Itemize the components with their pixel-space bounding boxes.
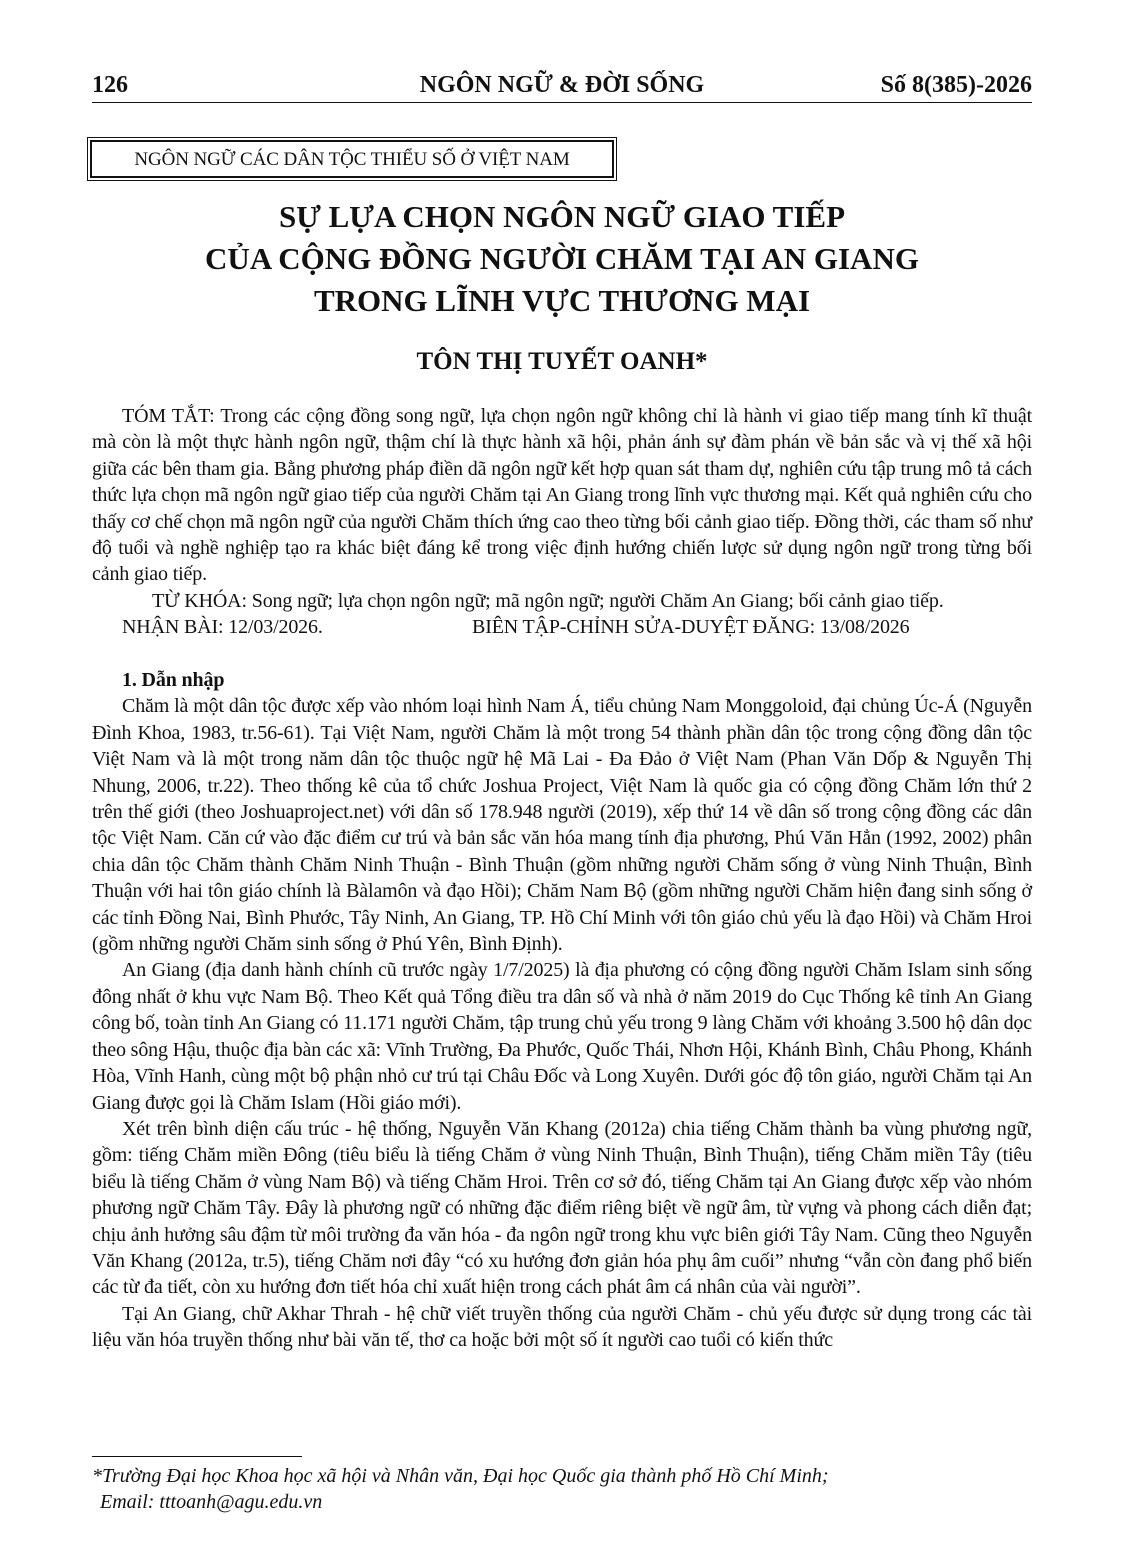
journal-name: NGÔN NGỮ & ĐỜI SỐNG [419,72,705,98]
title-line: CỦA CỘNG ĐỒNG NGƯỜI CHĂM TẠI AN GIANG [205,241,919,276]
author-affiliation: *Trường Đại học Khoa học xã hội và Nhân văn, Đại học Quốc gia thành phố Hồ Chí Minh; [92,1465,829,1487]
section-label: NGÔN NGỮ CÁC DÂN TỘC THIỂU SỐ Ở VIỆT NAM [134,149,570,170]
page-number: 126 [92,72,128,98]
paragraph: Xét trên bình diện cấu trúc - hệ thống, Nguyễn Văn Khang (2012a) chia tiếng Chăm thành ba vùng phương ngữ, gồm: tiếng Chăm miền Đông (tiêu biểu là tiếng Chăm ở vùng Ninh Thuận, Bình Thuận), tiếng Chăm miền Tây (tiêu biểu là tiếng Chăm ở vùng Nam Bộ) và tiếng Chăm Hroi. Trên cơ sở đó, tiếng Chăm tại An Giang được xếp vào nhóm phương ngữ Chăm Tây. Đây là phương ngữ có những đặc điểm riêng biệt về ngữ âm, từ vựng và phong cách diễn đạt; chịu ảnh hưởng sâu đậm từ môi trường đa văn hóa - đa ngôn ngữ trong khu vực biên giới Tây Nam. Cũng theo Nguyễn Văn Khang (2012a, tr.5), tiếng Chăm nơi đây “có xu hướng đơn giản hóa phụ âm cuối” nhưng “vẫn còn đang phổ biến các từ đa tiết, còn xu hướng đơn tiết hóa chỉ xuất hiện trong cách phát âm cá nhân của vài người”. [92,1117,1032,1299]
page-header [92,70,1032,104]
edited-date: BIÊN TẬP-CHỈNH SỬA-DUYỆT ĐĂNG: 13/08/2026 [472,616,910,639]
section-label-box [90,140,614,178]
footnotes [92,1463,1032,1515]
paragraph: An Giang (địa danh hành chính cũ trước ngày 1/7/2025) là địa phương có cộng đồng người Chăm Islam sinh sống đông nhất ở khu vực Nam Bộ. Theo Kết quả Tổng điều tra dân số và nhà ở năm 2019 do Cục Thống kê tỉnh An Giang công bố, toàn tỉnh An Giang có 11.171 người Chăm, tập trung chủ yếu trong 9 làng Chăm với khoảng 3.500 hộ dân dọc theo sông Hậu, thuộc địa bàn các xã: Vĩnh Trường, Đa Phước, Quốc Thái, Nhơn Hội, Khánh Bình, Châu Phong, Khánh Hòa, Vĩnh Hanh, cùng một bộ phận nhỏ cư trú tại Châu Đốc và Long Xuyên. Dưới góc độ tôn giáo, người Chăm tại An Giang được gọi là Chăm Islam (Hồi giáo mới). [92,959,1032,1114]
title-line: SỰ LỰA CHỌN NGÔN NGỮ GIAO TIẾP [278,199,846,234]
received-date: NHẬN BÀI: 12/03/2026. [122,616,323,639]
abstract-block [92,403,1032,641]
paragraph: Chăm là một dân tộc được xếp vào nhóm loại hình Nam Á, tiểu chủng Nam Monggoloid, đại chủng Úc-Á (Nguyễn Đình Khoa, 1983, tr.56-61). Tại Việt Nam, người Chăm là một trong 54 thành phần dân tộc trong cộng đồng dân tộc Việt Nam và là một trong năm dân tộc thuộc ngữ hệ Mã Lai - Đa Đảo ở Việt Nam (Phan Văn Dốp & Nguyễn Thị Nhung, 2006, tr.22). Theo thống kê của tổ chức Joshua Project, Việt Nam là quốc gia có cộng đồng Chăm lớn thứ 2 trên thế giới (theo Joshuaproject.net) với dân số 178.948 người (2019), xếp thứ 14 về dân số trong cộng đồng các dân tộc Việt Nam. Căn cứ vào đặc điểm cư trú và bản sắc văn hóa mang tính địa phương, Phú Văn Hẳn (1992, 2002) phân chia dân tộc Chăm thành Chăm Ninh Thuận - Bình Thuận (gồm những người Chăm sống ở vùng Ninh Thuận, Bình Thuận với hai tôn giáo chính là Bàlamôn và đạo Hồi); Chăm Nam Bộ (gồm những người Chăm hiện đang sinh sống ở các tỉnh Đồng Nai, Bình Phước, Tây Ninh, An Giang, TP. Hồ Chí Minh với tôn giáo chủ yếu là đạo Hồi) và Chăm Hroi (gồm những người Chăm sinh sống ở Phú Yên, Bình Định). [92,695,1032,956]
section-heading: 1. Dẫn nhập [122,669,225,691]
introduction-section [92,667,1032,1354]
author-email: Email: tttoanh@agu.edu.vn [100,1491,323,1513]
footnote-rule [92,1456,302,1457]
paragraph: Tại An Giang, chữ Akhar Thrah - hệ chữ viết truyền thống của người Chăm - chủ yếu được sử dụng trong các tài liệu văn hóa truyền thống như bài văn tế, thơ ca hoặc bởi một số ít người cao tuổi có kiến thức [92,1302,1032,1352]
keywords: TỪ KHÓA: Song ngữ; lựa chọn ngôn ngữ; mã ngôn ngữ; người Chăm An Giang; bối cảnh giao tiếp. [152,589,944,612]
publication-dates [92,614,1032,640]
abstract-text: TÓM TẮT: Trong các cộng đồng song ngữ, lựa chọn ngôn ngữ không chỉ là hành vi giao tiếp mang tính kĩ thuật mà còn là một thực hành ngôn ngữ, thậm chí là thực hành xã hội, phản ánh sự đàm phán về bản sắc và vị thế xã hội giữa các bên tham gia. Bằng phương pháp điền dã ngôn ngữ kết hợp quan sát tham dự, nghiên cứu tập trung mô tả cách thức lựa chọn mã ngôn ngữ giao tiếp của người Chăm tại An Giang trong lĩnh vực thương mại. Kết quả nghiên cứu cho thấy cơ chế chọn mã ngôn ngữ của người Chăm thích ứng cao theo từng bối cảnh giao tiếp. Đồng thời, các tham số như độ tuổi và nghề nghiệp tạo ra khác biệt đáng kể trong việc định hướng chiến lược sử dụng ngôn ngữ trong từng bối cảnh giao tiếp. [92,405,1032,586]
author-name: TÔN THỊ TUYẾT OANH* [416,348,708,375]
article-title [92,196,1032,322]
issue-number: Số 8(385)-2026 [880,72,1032,98]
title-line: TRONG LĨNH VỰC THƯƠNG MẠI [313,283,811,318]
header-rule [92,102,1032,103]
